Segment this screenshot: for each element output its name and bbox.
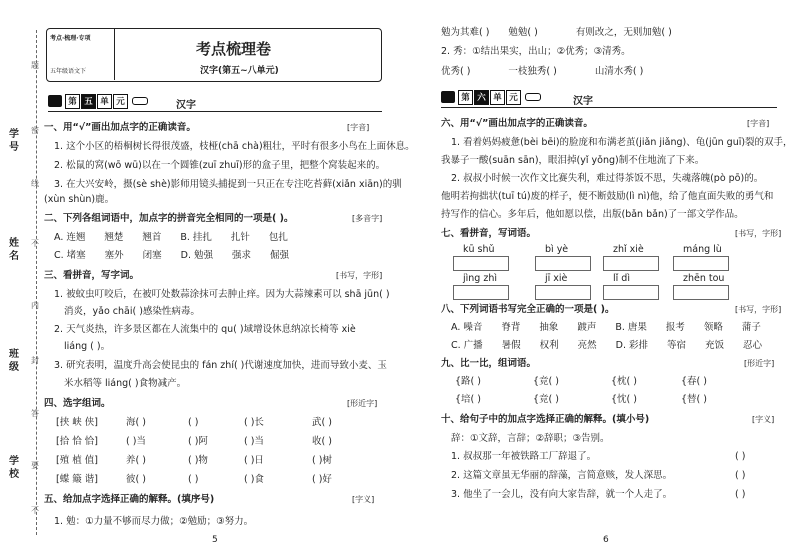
side-label-xuexiao: 学校 (9, 456, 19, 480)
option-line: A. 噪音 脊背 抽象 踱声 B. 唐果 报考 领略 蒲子 (451, 322, 761, 333)
section-tag: [字音] (747, 119, 770, 128)
char-group: [殖 植 值] (56, 455, 98, 466)
side-label-xingming: 姓名 (9, 238, 19, 262)
question-line: 勉为其难( ) 勉勉( ) 有则改之，无则加勉( ) (441, 27, 672, 38)
question-line: 3. 他坐了一会儿，没有向大家告辞，就一个人走了。 (451, 489, 673, 500)
unit-tail-icon (132, 97, 148, 105)
question-line: 1. 被蚊虫叮咬后，在被叮处数蒜涂抹可去肿止痒。因为大蒜辣素可以 shā jūn( ) (54, 289, 390, 300)
question-line: 持写作的信心。多年后，他如愿以偿，出版(bǎn bǎn)了一部文学作品。 (441, 209, 744, 220)
fill-blank: ( )树 (312, 455, 332, 466)
unit-badge (48, 94, 148, 108)
compare-item: {竞( ) (533, 376, 559, 387)
margin-char: 不 (31, 239, 39, 248)
section-title: 三、看拼音，写字词。 (44, 270, 140, 281)
section-tag: [字义] (352, 495, 375, 504)
section-title: 七、看拼音，写词语。 (441, 228, 537, 239)
fill-blank: 养( ) (126, 455, 146, 466)
question-line: 1. 这个小区的梧桐树长得很茂盛，枝桠(chā chà)粗壮，平时有很多小鸟在上面休息。 (54, 141, 415, 152)
fill-blank: ( )日 (244, 455, 264, 466)
answer-grid[interactable] (603, 285, 659, 300)
fill-blank: ( ) (188, 474, 199, 485)
char-group: [拾 恰 恰] (56, 436, 98, 447)
margin-char: 要 (31, 461, 39, 470)
question-line: 优秀( ) 一枝独秀( ) 山清水秀( ) (441, 66, 644, 77)
unit-char: 五 (81, 94, 96, 109)
question-line: 消炎，yǎo chāi( )感染性病毒。 (64, 306, 200, 317)
option-line: C. 堵塞 塞外 闭塞 D. 勉强 强求 倔强 (54, 250, 290, 261)
pinyin-label: máng lù (683, 244, 722, 255)
compare-item: {春( ) (681, 376, 707, 387)
option-line: C. 广播 暑假 权利 亮然 D. 彩排 等宿 充饭 忍心 (451, 340, 763, 351)
pinyin-label: zhēn tou (683, 273, 725, 284)
section-title: 九、比一比，组词语。 (441, 358, 537, 369)
unit-badge (441, 90, 541, 104)
pinyin-label: jī xiè (545, 273, 568, 284)
option-line: A. 连翘 翘楚 翘首 B. 挂扎 扎针 包扎 (54, 232, 288, 243)
page-number: 5 (212, 535, 218, 545)
fill-blank: 海( ) (126, 417, 146, 428)
margin-char: 答 (31, 409, 39, 418)
compare-item: {竞( ) (533, 394, 559, 405)
question-line: 2. 松鼠的窝(wō wū)以在一个圆锥(zuī zhuī)形的盒子里，把整个窝装起来的。 (54, 160, 386, 171)
unit-char: 第 (458, 90, 473, 105)
fill-blank: ( )阿 (188, 436, 208, 447)
fill-blank: 收( ) (312, 436, 332, 447)
question-line: (xùn shùn)鹿。 (44, 194, 115, 205)
question-line: 2. 秀：①结出果实，出山；②优秀；③清秀。 (441, 46, 631, 57)
question-line: 1. 勉：①力量不够而尽力做；②勉励；③努力。 (54, 516, 254, 527)
fill-blank: ( )食 (244, 474, 264, 485)
pinyin-label: zhǐ xiè (613, 244, 644, 255)
pinyin-label: kū shǔ (463, 244, 495, 255)
answer-blank[interactable]: ( ) (735, 470, 746, 481)
answer-blank[interactable]: ( ) (735, 451, 746, 462)
answer-grid[interactable] (603, 256, 659, 271)
section-tag: [书写，字形] (336, 271, 383, 280)
answer-grid[interactable] (535, 256, 591, 271)
answer-grid[interactable] (673, 256, 729, 271)
pinyin-label: bì yè (545, 244, 569, 255)
page-subtitle: 汉字(第五~八单元) (200, 66, 279, 76)
unit-divider (441, 107, 777, 108)
unit-char: 单 (490, 90, 505, 105)
section-title: 十、给句子中的加点字选择正确的解释。(填小号) (441, 414, 650, 425)
question-line: 2. 叔叔小时候一次作文比赛失利，难过得茶饭不思，失魂落魄(pò pō)的。 (451, 173, 764, 184)
answer-blank[interactable]: ( ) (735, 489, 746, 500)
margin-char: 不 (31, 506, 39, 515)
unit-topic: 汉字 (176, 100, 196, 111)
question-line: 米水稻等 liáng( )食物减产。 (64, 378, 187, 389)
unit-topic: 汉字 (573, 96, 593, 107)
question-line: 他明若拘拙状(tuī tú)废的样子，便不断鼓励(lì nì)他，给了他直面失败的勇气和 (441, 191, 774, 202)
page-title: 考点梳理卷 (196, 40, 272, 58)
section-title: 四、选字组词。 (44, 398, 111, 409)
answer-grid[interactable] (453, 256, 509, 271)
compare-item: {替( ) (681, 394, 707, 405)
section-title: 五、给加点字选择正确的解释。(填序号) (44, 494, 215, 505)
book-icon (441, 91, 455, 103)
margin-char: 题 (31, 61, 39, 70)
question-line: 1. 叔叔那一年被铁路工厂辞退了。 (451, 451, 597, 462)
margin-char: 线 (31, 179, 39, 188)
unit-char: 单 (97, 94, 112, 109)
question-line: 2. 这篇文章虽无华丽的辞藻，言简意赅，发人深思。 (451, 470, 673, 481)
answer-grid[interactable] (673, 285, 729, 300)
fill-blank: ( ) (188, 417, 199, 428)
unit-char: 第 (65, 94, 80, 109)
section-tag: [书写，字形] (735, 305, 782, 314)
unit-tail-icon (525, 93, 541, 101)
section-tag: [书写，字形] (735, 229, 782, 238)
fill-blank: 武( ) (312, 417, 332, 428)
margin-char: 密 (31, 126, 39, 135)
fill-blank: ( )当 (126, 436, 146, 447)
section-title: 一、用“√”画出加点字的正确读音。 (44, 122, 196, 133)
compare-item: {忱( ) (611, 394, 637, 405)
question-line: 我暴子一酸(suān sān)，眼泪掉(yǐ yǒng)制不住地流了下来。 (441, 155, 705, 166)
compare-item: {枕( ) (611, 376, 637, 387)
section-tag: [字义] (752, 415, 775, 424)
right-page (397, 0, 794, 550)
section-tag: [形近字] (744, 359, 775, 368)
question-line: liáng ( )。 (64, 341, 111, 352)
fill-blank: ( )物 (188, 455, 208, 466)
question-line: 2. 天气炎热，许多景区都在人流集中的 qu( )域增设休息纳凉长椅等 xiè (54, 324, 356, 335)
section-tag: [字音] (347, 123, 370, 132)
unit-char: 元 (113, 94, 128, 109)
section-title: 八、下列词语书写完全正确的一项是( )。 (441, 304, 615, 315)
fill-blank: 彼( ) (126, 474, 146, 485)
page-number: 6 (603, 535, 609, 545)
compare-item: {培( ) (455, 394, 481, 405)
section-tag: [形近字] (347, 399, 378, 408)
margin-char: 内 (31, 301, 39, 310)
brand-label: 考点·梳理·专项 (50, 35, 91, 42)
definition-line: 辞：①文辞，言辞；②辞职；③告别。 (451, 433, 610, 444)
section-title: 六、用“√”画出加点字的正确读音。 (441, 118, 593, 129)
fill-blank: ( )好 (312, 474, 332, 485)
book-icon (48, 95, 62, 107)
side-label-banji: 班级 (9, 349, 19, 373)
unit-char: 六 (474, 90, 489, 105)
grade-label: 五年级语文下 (50, 68, 87, 75)
pinyin-label: jìng zhì (463, 273, 497, 284)
compare-item: {路( ) (455, 376, 481, 387)
section-tag: [多音字] (352, 214, 383, 223)
question-line: 3. 研究表明，温度升高会使昆虫的 fán zhí( )代谢速度加快，进而导致小麦、玉 (54, 360, 387, 371)
char-group: [挟 峡 侠] (56, 417, 98, 428)
section-title: 二、下列各组词语中，加点字的拼音完全相同的一项是( )。 (44, 213, 294, 224)
fill-blank: ( )长 (244, 417, 264, 428)
answer-grid[interactable] (453, 285, 509, 300)
answer-grid[interactable] (535, 285, 591, 300)
margin-char: 封 (31, 356, 39, 365)
char-group: [蝶 簸 谐] (56, 474, 98, 485)
pinyin-label: lǐ dì (613, 273, 630, 284)
question-line: 1. 看着妈妈疲惫(bèi bēi)的脸庞和布满老茧(jiǎn jiǎng)、龟(jūn guī)裂的双手， (451, 137, 793, 148)
side-label-xuehao: 学号 (9, 129, 19, 153)
unit-divider (48, 111, 382, 112)
fill-blank: ( )当 (244, 436, 264, 447)
question-line: 3. 在大兴安岭，摄(sè shè)影师用镜头捕捉到一只正在专注吃苔藓(xiǎn xiān)的驯 (54, 179, 402, 190)
unit-char: 元 (506, 90, 521, 105)
